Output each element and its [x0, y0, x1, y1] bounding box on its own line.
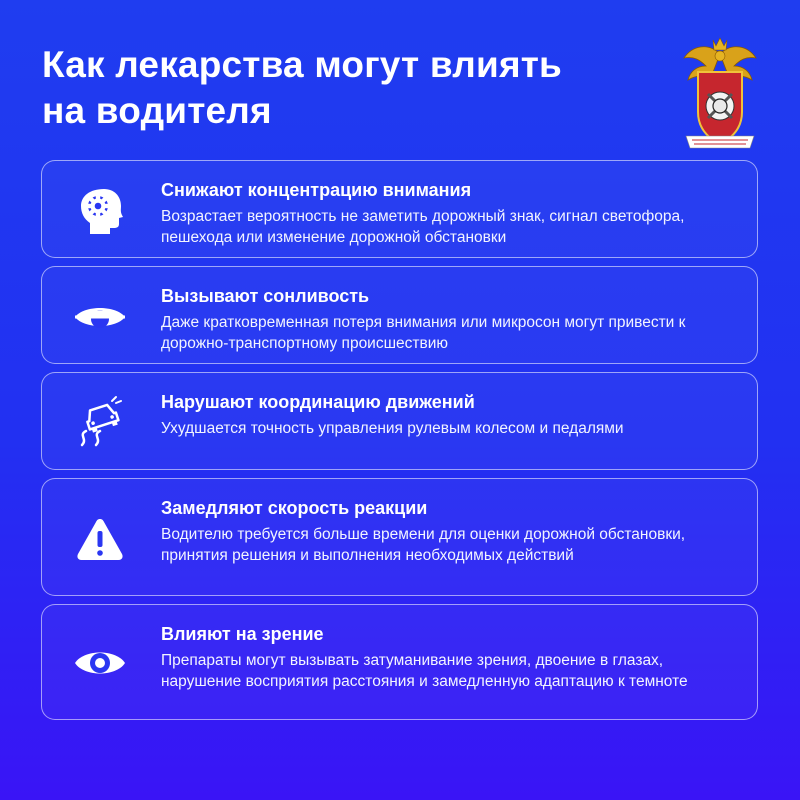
card-heading: Снижают концентрацию внимания — [161, 180, 472, 200]
page-title — [42, 42, 642, 134]
info-card-concentration — [41, 160, 758, 258]
info-card-reaction — [41, 478, 758, 596]
page-title-line-1: Как лекарства могут влиять — [42, 44, 563, 85]
police-emblem-icon — [680, 32, 760, 160]
card-heading: Влияют на зрение — [161, 624, 324, 644]
warning-icon — [72, 511, 128, 567]
info-card-vision — [41, 604, 758, 720]
card-description: Водителю требуется больше времени для оценки дорожной обстановки, принятия решения и выполнения необходимых действий — [161, 526, 686, 564]
eye-icon — [72, 635, 128, 691]
card-description: Ухудшается точность управления рулевым колесом и педалями — [161, 420, 624, 437]
card-description: Даже кратковременная потеря внимания или микросон могут привести к дорожно-транспортному происшествию — [161, 314, 686, 352]
card-heading: Нарушают координацию движений — [161, 392, 475, 412]
head-gear-icon — [72, 181, 128, 237]
card-description: Возрастает вероятность не заметить дорожный знак, сигнал светофора, пешехода или изменение дорожной обстановки — [161, 208, 685, 246]
info-card-coordination — [41, 372, 758, 470]
skidding-car-icon — [72, 393, 128, 449]
info-card-drowsiness — [41, 266, 758, 364]
card-heading: Замедляют скорость реакции — [161, 498, 428, 518]
card-heading: Вызывают сонливость — [161, 286, 370, 306]
page-title-line-2: на водителя — [42, 90, 272, 131]
sleepy-eye-icon — [72, 289, 128, 345]
card-description: Препараты могут вызывать затуманивание зрения, двоение в глазах, нарушение восприятия расстояния и замедленную адаптацию к темноте — [161, 652, 688, 690]
